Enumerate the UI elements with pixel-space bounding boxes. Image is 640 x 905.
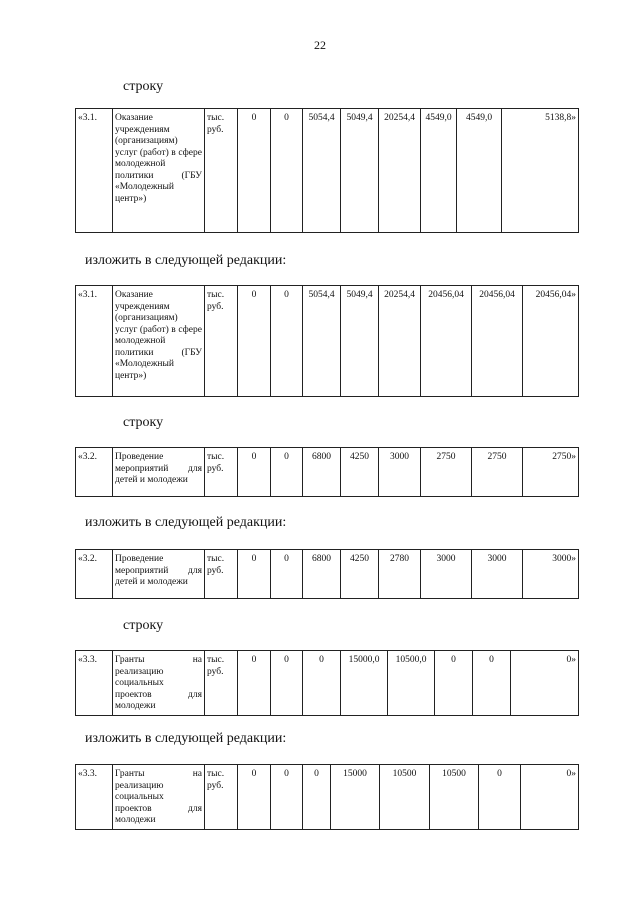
row-value: 6800 — [303, 550, 341, 599]
row-value: 0» — [511, 651, 579, 716]
row-value: 0 — [435, 651, 473, 716]
row-value: 2750 — [421, 448, 472, 497]
row-value: 0 — [479, 765, 521, 830]
row-unit: тыс. руб. — [205, 448, 238, 497]
row-value: 0 — [271, 286, 303, 397]
row-value: 0 — [271, 109, 303, 233]
row-value: 0 — [238, 550, 271, 599]
row-value: 10500 — [430, 765, 479, 830]
row-number: «3.3. — [76, 651, 113, 716]
row-value: 4549,0 — [457, 109, 502, 233]
instruction-text: изложить в следующей редакции: — [85, 731, 287, 746]
row-value: 0 — [271, 448, 303, 497]
row-value: 3000» — [523, 550, 579, 599]
row-value: 20254,4 — [379, 286, 421, 397]
row-value: 0 — [271, 550, 303, 599]
table-row — [76, 448, 579, 497]
row-value: 20456,04 — [472, 286, 523, 397]
row-value: 2780 — [379, 550, 421, 599]
row-value: 0» — [521, 765, 579, 830]
row-unit: тыс. руб. — [205, 651, 238, 716]
row-value: 4549,0 — [421, 109, 457, 233]
row-number: «3.1. — [76, 109, 113, 233]
row-value: 5049,4 — [341, 286, 379, 397]
row-value: 2750 — [472, 448, 523, 497]
row-number: «3.1. — [76, 286, 113, 397]
row-name: Оказание учреждениям (организациям) услуг (работ) в сфере молодежной политики (ГБУ «Молодежный центр») — [113, 109, 205, 233]
table-row — [76, 651, 579, 716]
budget-row-table — [75, 650, 579, 716]
row-value: 5138,8» — [502, 109, 579, 233]
table-row — [76, 765, 579, 830]
row-value: 0 — [473, 651, 511, 716]
instruction-text: строку — [123, 618, 164, 633]
row-name: Гранты на реализацию социальных проектов для молодежи — [113, 651, 205, 716]
instruction-text: строку — [123, 79, 164, 94]
row-value: 0 — [303, 765, 331, 830]
row-value: 6800 — [303, 448, 341, 497]
row-unit: тыс. руб. — [205, 550, 238, 599]
row-value: 4250 — [341, 448, 379, 497]
table-row — [76, 550, 579, 599]
row-value: 10500 — [380, 765, 430, 830]
row-value: 5054,4 — [303, 109, 341, 233]
row-value: 5054,4 — [303, 286, 341, 397]
row-value: 5049,4 — [341, 109, 379, 233]
budget-row-table — [75, 764, 579, 830]
row-value: 0 — [303, 651, 341, 716]
row-value: 15000,0 — [341, 651, 388, 716]
row-value: 0 — [238, 448, 271, 497]
row-value: 3000 — [379, 448, 421, 497]
budget-row-table — [75, 549, 579, 599]
row-value: 0 — [271, 651, 303, 716]
table-row — [76, 109, 579, 233]
row-value: 15000 — [331, 765, 380, 830]
row-value: 20456,04 — [421, 286, 472, 397]
row-number: «3.2. — [76, 550, 113, 599]
row-unit: тыс. руб. — [205, 109, 238, 233]
row-name: Гранты на реализацию социальных проектов для молодежи — [113, 765, 205, 830]
table-row — [76, 286, 579, 397]
row-value: 2750» — [523, 448, 579, 497]
instruction-text: изложить в следующей редакции: — [85, 253, 287, 268]
row-name: Проведение мероприятий для детей и молодежи — [113, 550, 205, 599]
instruction-text: изложить в следующей редакции: — [85, 515, 287, 530]
budget-row-table — [75, 447, 579, 497]
row-name: Проведение мероприятий для детей и молодежи — [113, 448, 205, 497]
row-value: 0 — [238, 765, 271, 830]
budget-row-table — [75, 108, 579, 233]
row-value: 0 — [238, 286, 271, 397]
row-number: «3.3. — [76, 765, 113, 830]
row-value: 0 — [271, 765, 303, 830]
row-value: 0 — [238, 109, 271, 233]
row-value: 4250 — [341, 550, 379, 599]
row-unit: тыс. руб. — [205, 765, 238, 830]
page-number: 22 — [314, 38, 326, 52]
row-value: 10500,0 — [388, 651, 435, 716]
row-value: 3000 — [421, 550, 472, 599]
instruction-text: строку — [123, 415, 164, 430]
row-value: 20254,4 — [379, 109, 421, 233]
row-value: 20456,04» — [523, 286, 579, 397]
row-value: 3000 — [472, 550, 523, 599]
row-number: «3.2. — [76, 448, 113, 497]
row-value: 0 — [238, 651, 271, 716]
row-unit: тыс. руб. — [205, 286, 238, 397]
row-name: Оказание учреждениям (организациям) услуг (работ) в сфере молодежной политики (ГБУ «Молодежный центр») — [113, 286, 205, 397]
budget-row-table — [75, 285, 579, 397]
